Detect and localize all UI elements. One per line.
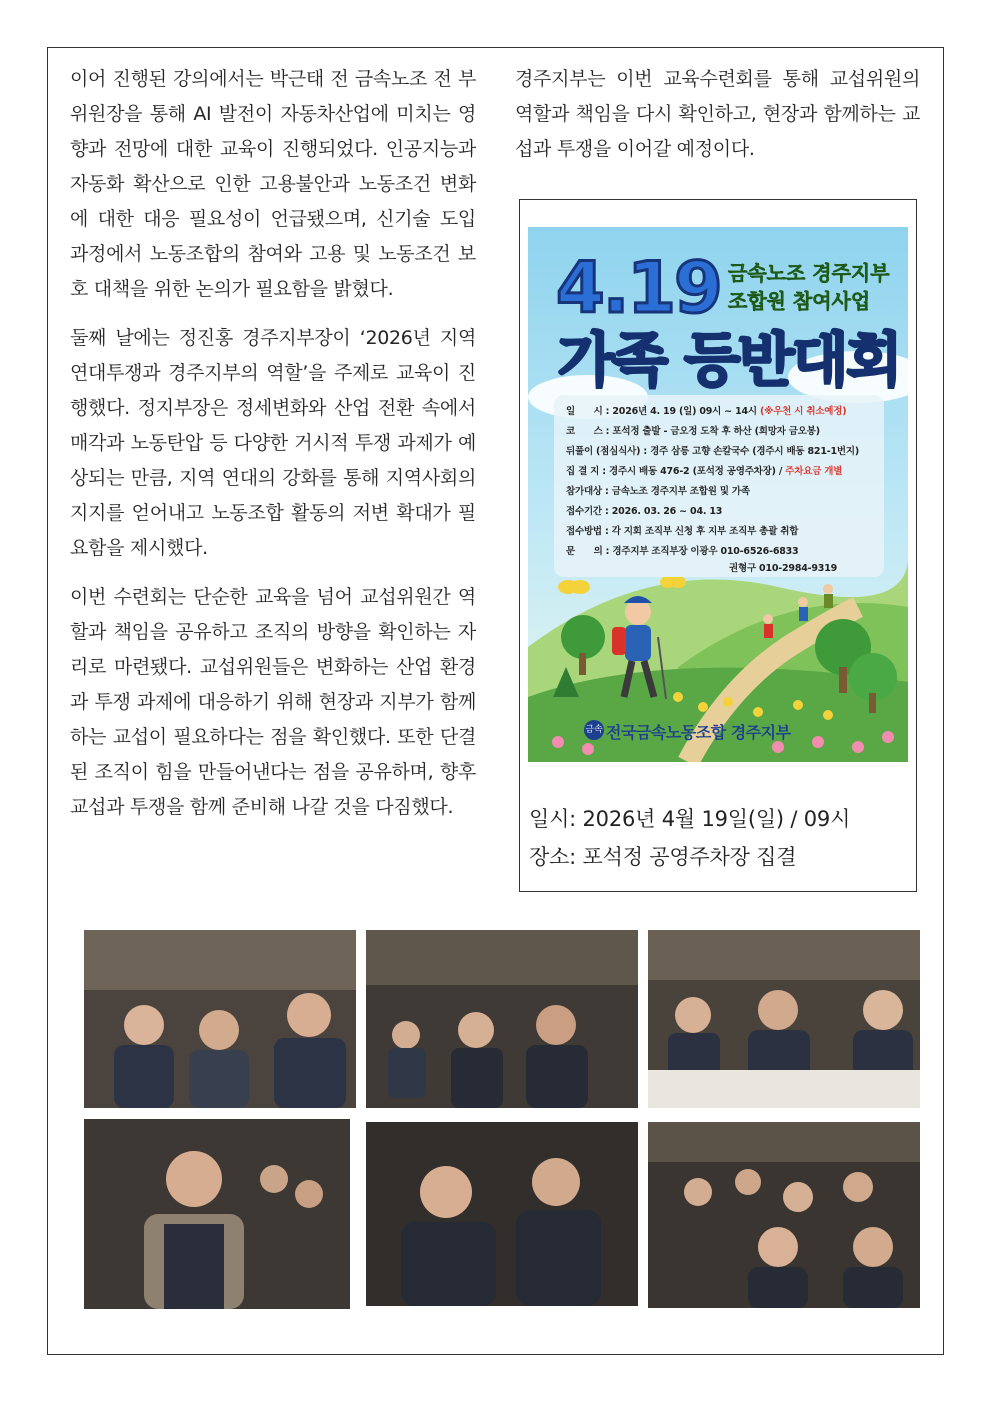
poster-date-headline: 4.19: [556, 247, 721, 329]
poster-subtitle-line1: 금속노조 경주지부: [728, 261, 890, 285]
photo-attendees-6: [648, 1122, 920, 1308]
caption-location: 장소: 포석정 공영주차장 집결: [529, 845, 797, 869]
photo-attendees-2: [366, 930, 638, 1108]
photo-attendees-5: [366, 1122, 638, 1306]
poster-subtitle-line2: 조합원 참여사업: [728, 289, 871, 313]
poster-title: 가족 등반대회: [558, 326, 901, 394]
poster-row: 참가대상 : 금속노조 경주지부 조합원 및 가족: [566, 486, 750, 497]
poster-row: 권형구 010-2984-9319: [729, 563, 838, 574]
photo-attendees-4: [84, 1119, 350, 1309]
poster-row: 집 결 지 : 경주시 배동 476-2 (포석정 공영주차장) / 주차요금 개별: [566, 466, 843, 477]
poster-caption: [529, 800, 850, 876]
poster-row: 일 시 : 2026년 4. 19 (일) 09시 ~ 14시 (※우천 시 취소예정): [566, 406, 847, 417]
poster-row: 문 의 : 경주지부 조직부장 이광우 010-6526-6833: [566, 546, 799, 557]
article-paragraph: 이번 수련회는 단순한 교육을 넘어 교섭위원간 역할과 책임을 공유하고 조직의 방향을 확인하는 자리로 마련됐다. 교섭위원들은 변화하는 산업 환경과 투쟁 과제에 대응하기 위해 현장과 지부가 함께하는 교섭이 필요하다는 점을 확인했다. 또한 단결된 조직이 힘을 만들어낸다는 점을 공유하며, 향후 교섭과 투쟁을 함께 준비해 나갈 것을 다짐했다.: [70, 586, 476, 818]
poster-info-panel: [554, 395, 884, 577]
poster-row: 뒤풀이 (점심식사) : 경주 삼릉 고향 손칼국수 (경주시 배동 821-1번지): [566, 446, 859, 457]
article-left-column: [70, 62, 476, 839]
article-paragraph: 경주지부는 이번 교육수련회를 통해 교섭위원의 역할과 책임을 다시 확인하고, 현장과 함께하는 교섭과 투쟁을 이어갈 예정이다.: [515, 68, 920, 160]
event-poster: [528, 227, 908, 762]
poster-row: 접수방법 : 각 지회 조직부 신청 후 지부 조직부 총괄 취합: [566, 526, 799, 537]
union-logo-icon: 금속: [584, 720, 604, 740]
poster-row: 코 스 : 포석정 출발 - 금오정 도착 후 하산 (희망자 금오봉): [566, 426, 820, 437]
poster-footer: 전국금속노동조합 경주지부: [606, 723, 791, 742]
photo-attendees-3: [648, 930, 920, 1108]
article-right-column: [515, 62, 920, 181]
poster-row: 접수기간 : 2026. 03. 26 ~ 04. 13: [566, 506, 723, 517]
article-paragraph: 이어 진행된 강의에서는 박근태 전 금속노조 전 부위원장을 통해 AI 발전이 자동차산업에 미치는 영향과 전망에 대한 교육이 진행되었다. 인공지능과 자동화 확산으로 인한 고용불안과 노동조건 변화에 대한 대응 필요성이 언급됐으며, 신기술 도입 과정에서 노동조합의 참여와 고용 및 노동조건 보호 대책을 위한 논의가 필요함을 밝혔다.: [70, 68, 476, 300]
article-paragraph: 둘째 날에는 정진홍 경주지부장이 ‘2026년 지역연대투쟁과 경주지부의 역할’을 주제로 교육이 진행했다. 정지부장은 정세변화와 산업 전환 속에서 매각과 노동탄압 등 다양한 거시적 투쟁 과제가 예상되는 만큼, 지역 연대의 강화를 통해 지역사회의 지지를 얻어내고 노동조합 활동의 저변 확대가 필요함을 제시했다.: [70, 327, 476, 559]
caption-date: 일시: 2026년 4월 19일(일) / 09시: [529, 807, 851, 831]
photo-attendees-1: [84, 930, 356, 1108]
